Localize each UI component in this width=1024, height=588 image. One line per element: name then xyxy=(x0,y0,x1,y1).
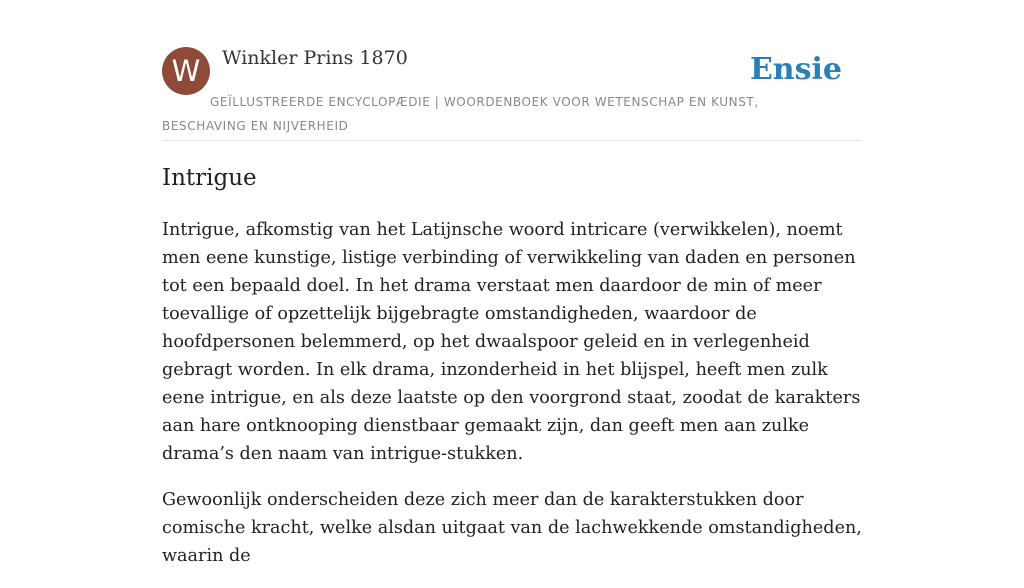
source-header xyxy=(162,46,862,141)
ensie-logo-link[interactable]: Ensie xyxy=(749,52,842,87)
source-title-link[interactable]: Winkler Prins 1870 xyxy=(222,47,408,69)
article-body xyxy=(162,216,866,588)
article-paragraph: Intrigue, afkomstig van het Latijnsche woord intricare (verwikkelen), noemt men eene kunstige, listige verbinding of verwikkeling van daden en personen tot een bepaald doel. In het drama verstaat men daardoor de min of meer toevallige of opzettelijk bijgebragte omstandigheden, waardoor de hoofdpersonen belemmerd, op het dwaalspoor geleid en in verlegenheid gebragt worden. In elk drama, inzonderheid in het blijspel, heeft men zulk eene intrigue, en als deze laatste op den voorgrond staat, zoodat de karakters aan hare ontknooping dienstbaar gemaakt zijn, dan geeft men aan zulke drama’s den naam van intrigue-stukken. xyxy=(162,220,861,464)
article-paragraph: Gewoonlijk onderscheiden deze zich meer dan de karakterstukken door comische kracht, welke alsdan uitgaat van de lachwekkende omstandigheden, waarin de xyxy=(162,490,862,566)
source-subtitle: GEÏLLUSTREERDE ENCYCLOPÆDIE | WOORDENBOEK VOOR WETENSCHAP EN KUNST, BESCHAVING EN NIJVERHEID xyxy=(162,95,759,133)
article-title: Intrigue xyxy=(162,165,257,191)
source-avatar[interactable]: W xyxy=(162,47,210,95)
